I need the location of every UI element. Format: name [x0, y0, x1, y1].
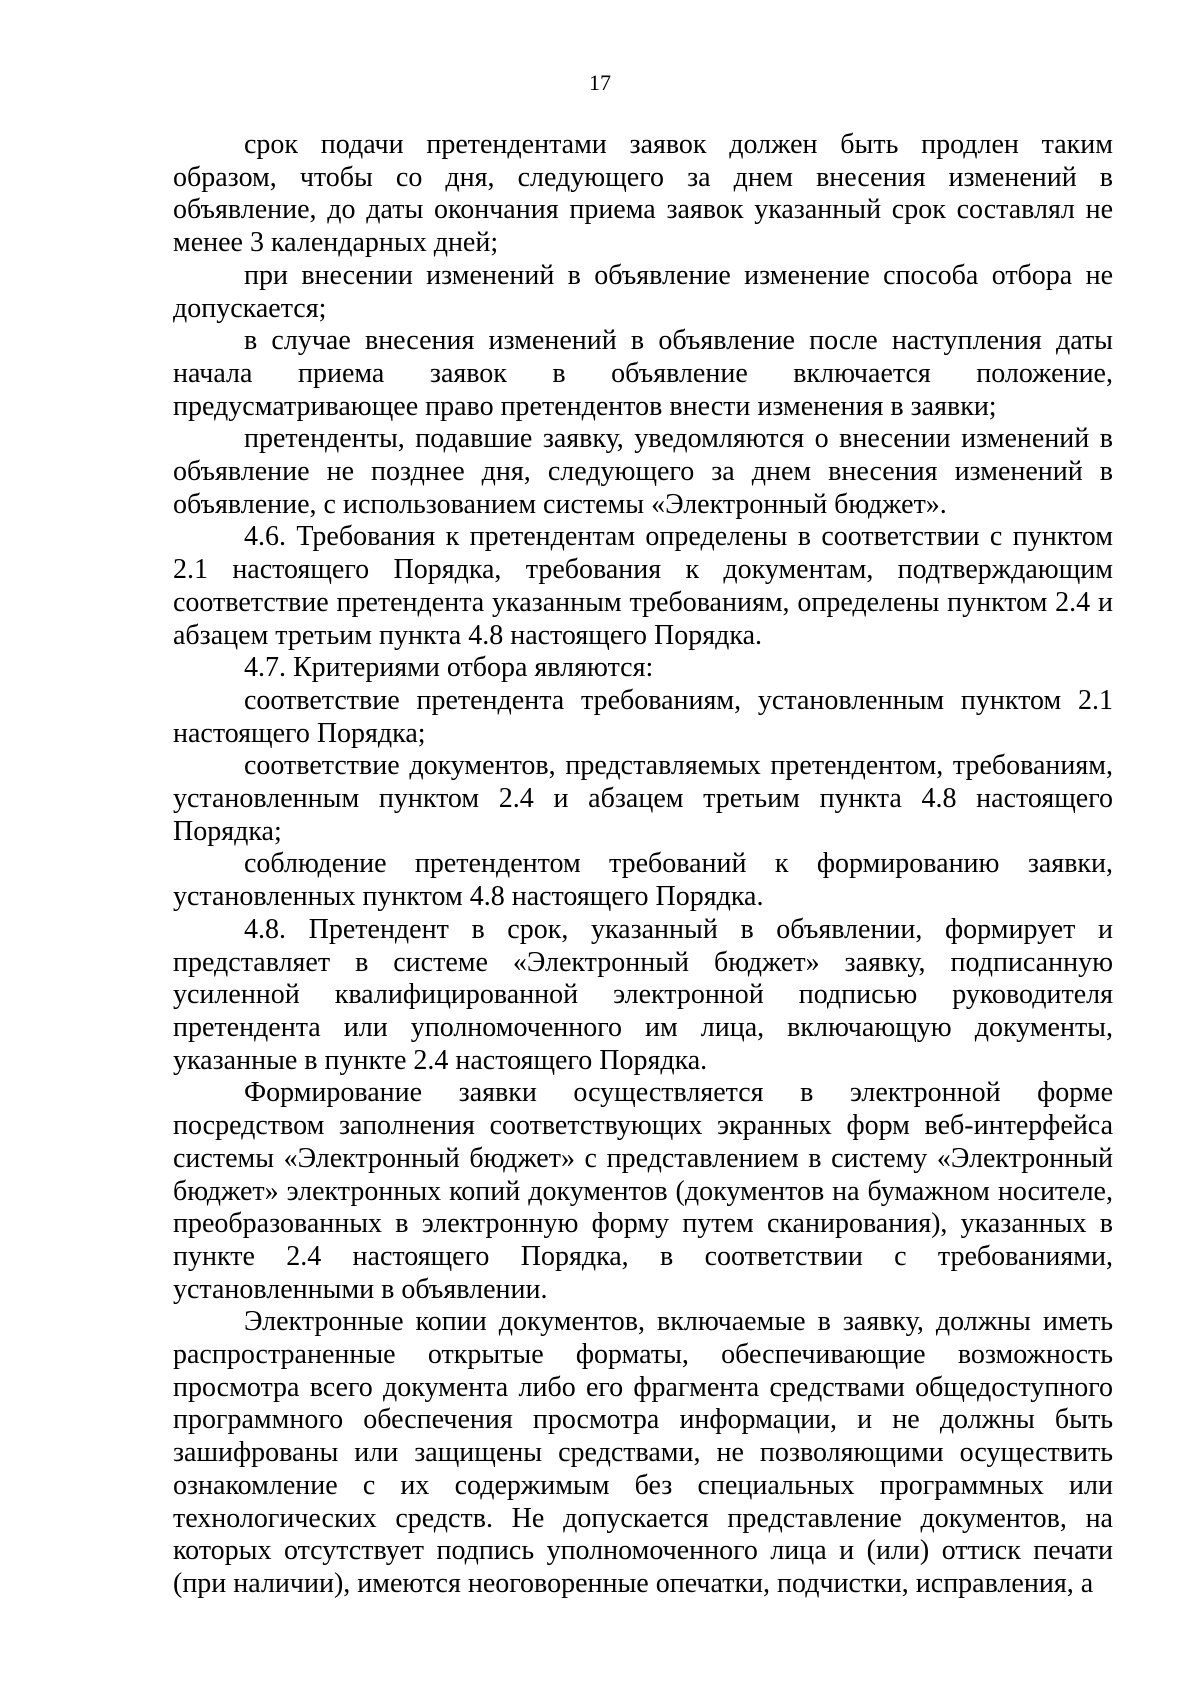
document-body: [173, 129, 1113, 1601]
paragraph-amendment-rights: в случае внесения изменений в объявление после наступления даты начала приема заявок в объявление включается положение, предусматривающее право претендентов внести изменения в заявки;: [173, 325, 1113, 422]
paragraph-4-7-criteria: 4.7. Критериями отбора являются:: [244, 652, 654, 684]
paragraph-criterion-applicant: соответствие претендента требованиям, установленным пунктом 2.1 настоящего Порядка;: [173, 684, 1113, 749]
paragraph-application-formation: Формирование заявки осуществляется в электронной форме посредством заполнения соответствующих экранных форм веб-интерфейса системы «Электронный бюджет» с представлением в систему «Электронный бюджет» электронных копий документов (документов на бумажном носителе, преобразованных в электронную форму путем сканирования), указанных в пункте 2.4 настоящего Порядка, в соответствии с требованиями, установленными в объявлении.: [173, 1077, 1113, 1305]
paragraph-notification: претенденты, подавшие заявку, уведомляются о внесении изменений в объявление не позднее дня, следующего за днем внесения изменений в объявление, с использованием системы «Электронный бюджет».: [173, 423, 1113, 520]
paragraph-electronic-copies: Электронные копии документов, включаемые в заявку, должны иметь распространенные открытые форматы, обеспечивающие возможность просмотра всего документа либо его фрагмента средствами общедоступного программного обеспечения просмотра информации, и не должны быть зашифрованы или защищены средствами, не позволяющими осуществить ознакомление с их содержимым без специальных программных или технологических средств. Не допускается представление документов, на которых отсутствует подпись уполномоченного лица и (или) оттиск печати (при наличии), имеются неоговоренные опечатки, подчистки, исправления, а: [173, 1306, 1113, 1599]
paragraph-criterion-form: соблюдение претендентом требований к формированию заявки, установленных пунктом 4.8 настоящего Порядка.: [173, 848, 1113, 913]
paragraph-criterion-documents: соответствие документов, представляемых претендентом, требованиям, установленным пунктом 2.4 и абзацем третьим пункта 4.8 настоящего Порядка;: [173, 750, 1113, 847]
page-number: 17: [589, 70, 611, 95]
paragraph-selection-method: при внесении изменений в объявление изменение способа отбора не допускается;: [173, 259, 1113, 324]
paragraph-deadline-extension: срок подачи претендентами заявок должен быть продлен таким образом, чтобы со дня, следующего за днем внесения изменений в объявление, до даты окончания приема заявок указанный срок составлял не менее 3 календарных дней;: [173, 129, 1113, 259]
paragraph-4-6-requirements: 4.6. Требования к претендентам определены в соответствии с пунктом 2.1 настоящего Порядка, требования к документам, подтверждающим соответствие претендента указанным требованиям, определены пунктом 2.4 и абзацем третьим пункта 4.8 настоящего Порядка.: [173, 521, 1113, 651]
paragraph-4-8-application: 4.8. Претендент в срок, указанный в объявлении, формирует и представляет в системе «Электронный бюджет» заявку, подписанную усиленной квалифицированной электронной подписью руководителя претендента или уполномоченного им лица, включающую документы, указанные в пункте 2.4 настоящего Порядка.: [173, 913, 1113, 1076]
